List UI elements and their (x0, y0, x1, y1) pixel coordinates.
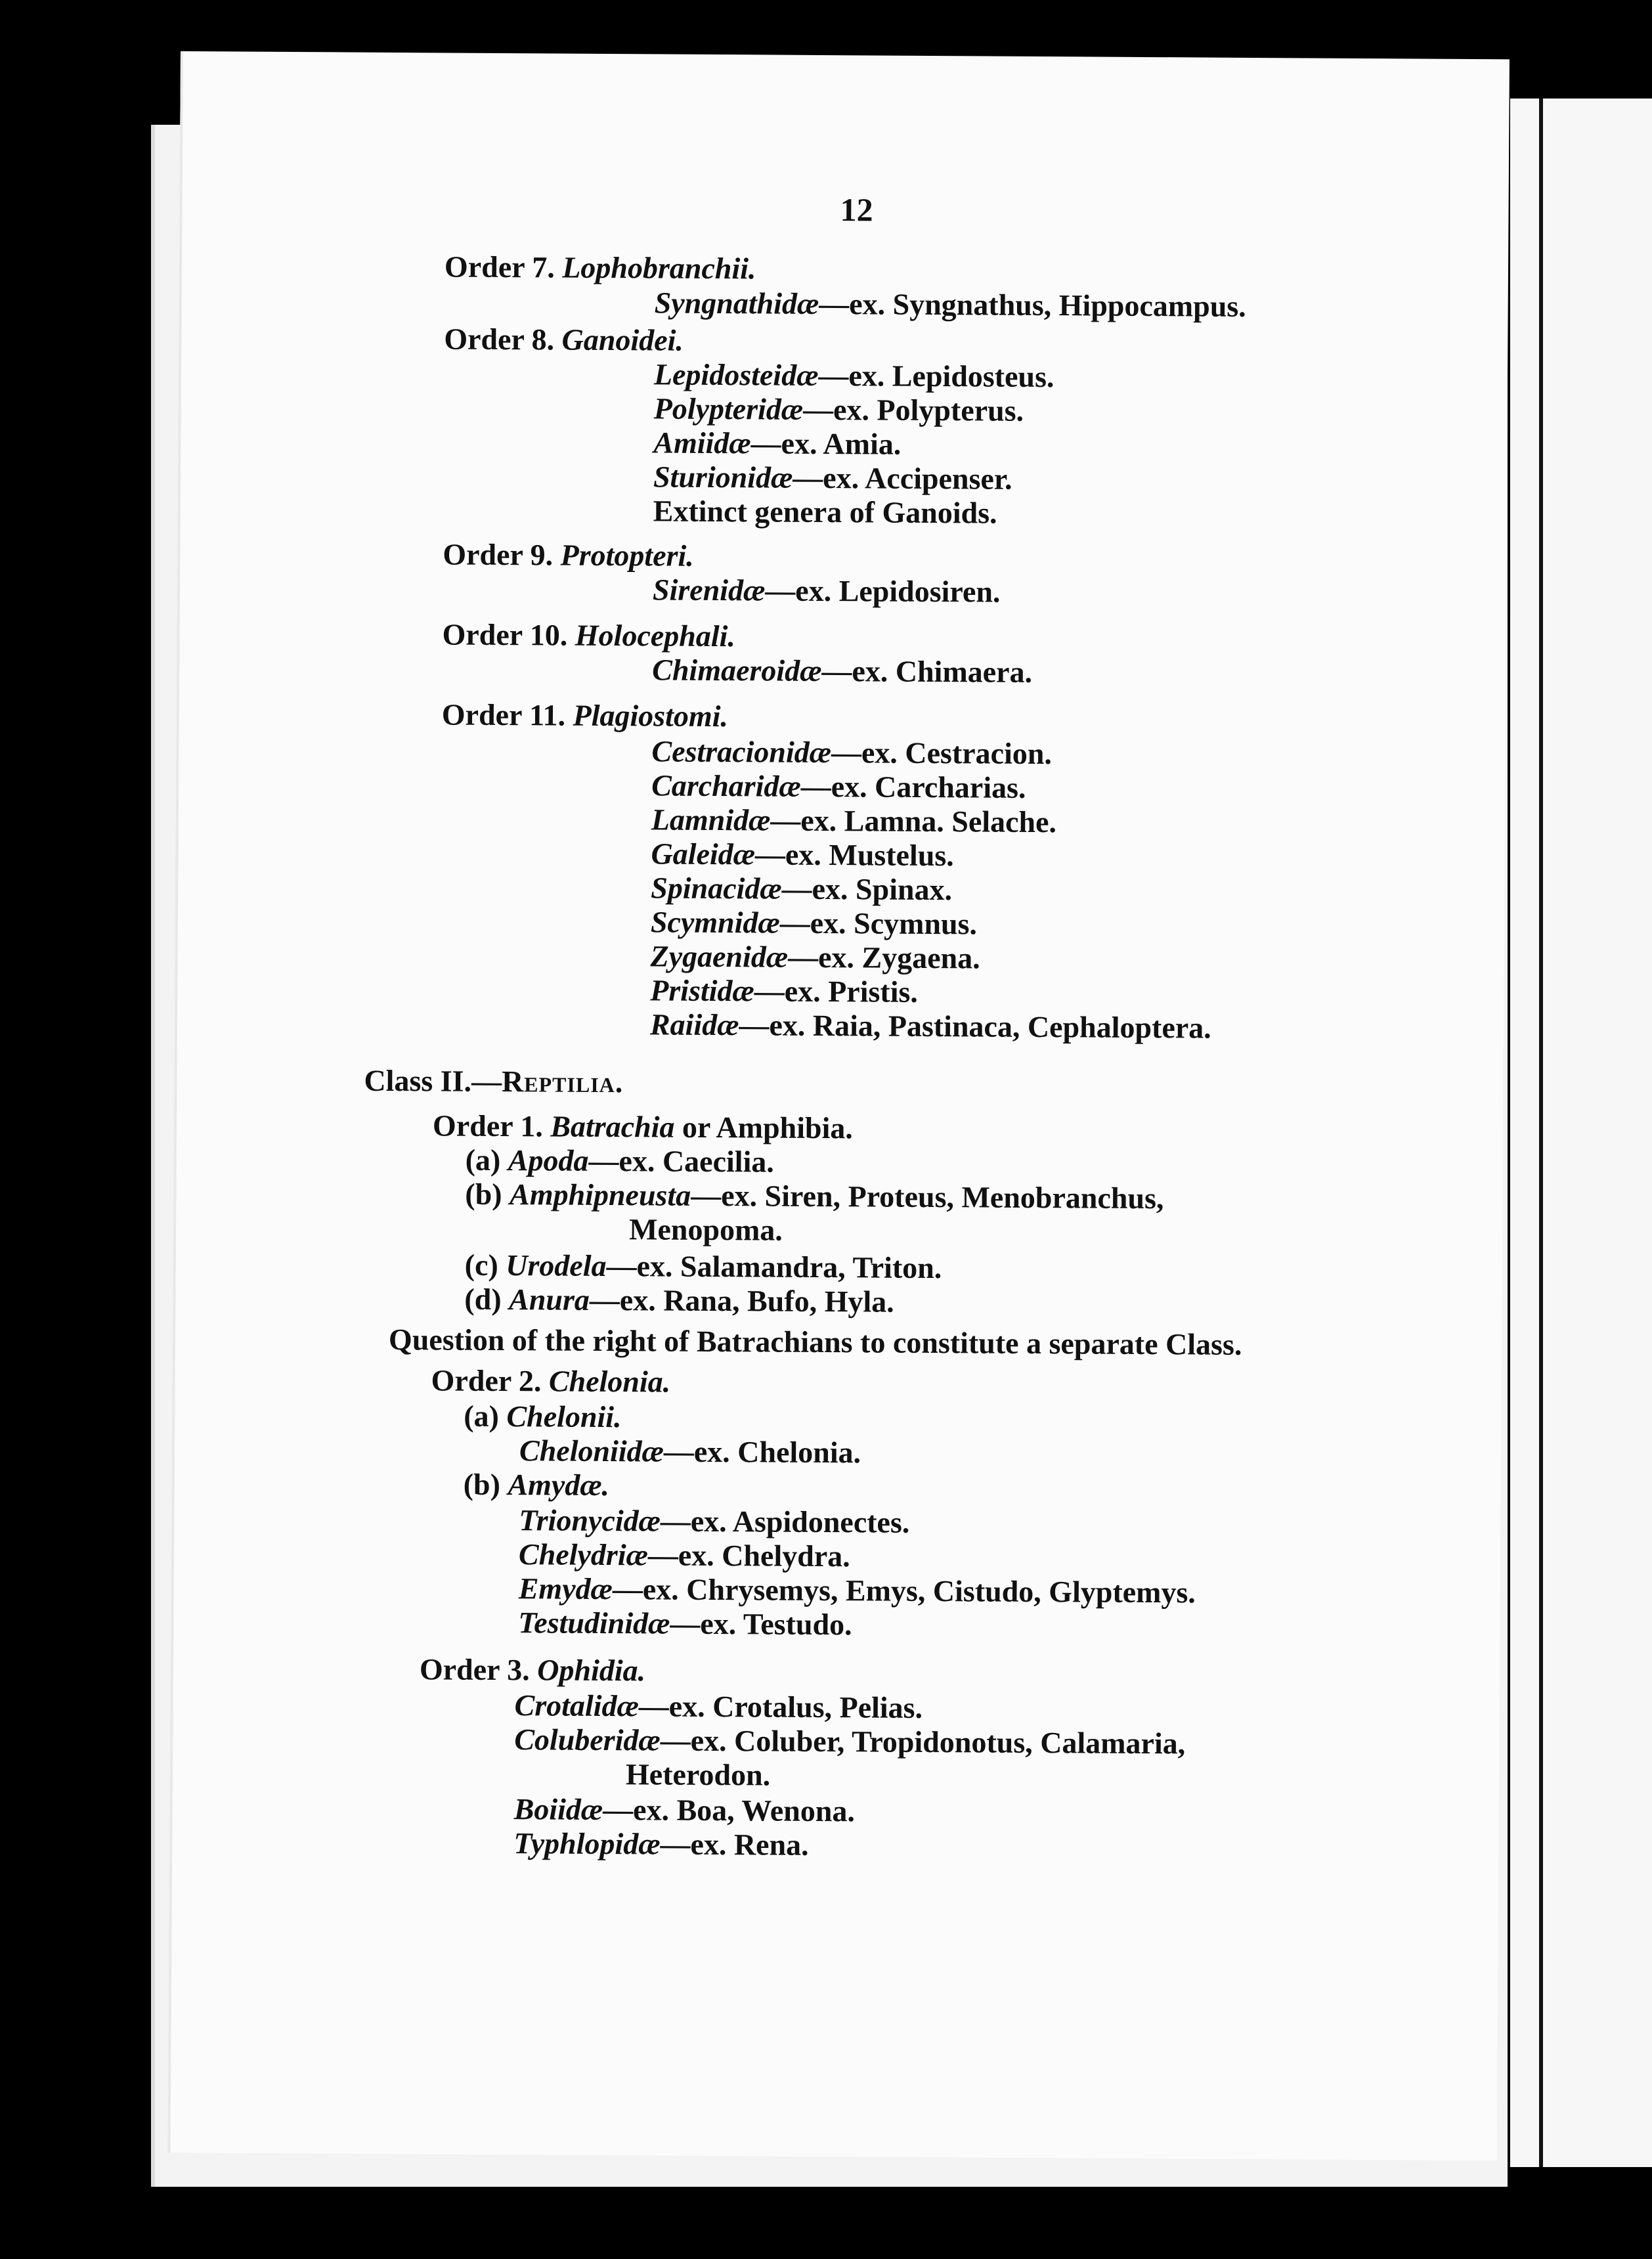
examples: —ex. Pristis. (754, 974, 919, 1009)
order-label: Order 10. (442, 617, 568, 652)
order-name: Ganoidei. (561, 322, 684, 357)
family-name: Raiidæ (649, 1007, 739, 1042)
family-name: Amiidæ (653, 426, 751, 460)
family-name: Scymnidæ (650, 905, 780, 940)
family-name: Lamnidæ (651, 802, 771, 837)
order-heading (442, 697, 728, 733)
family-line (653, 426, 901, 460)
family-name: Sturionidæ (653, 460, 793, 494)
examples: —ex. Mustelus. (754, 837, 954, 873)
note-text: Question of the right of Batrachians to constitute a separate Class. (388, 1322, 1242, 1361)
family-name: Crotalidæ (514, 1688, 639, 1723)
continuation-line (626, 1757, 770, 1791)
suborder-line (464, 1468, 610, 1502)
family-line (514, 1722, 1185, 1760)
family-name: Boiidæ (513, 1792, 603, 1826)
order-label: Order 9. (443, 537, 554, 572)
suborder-line (465, 1177, 1163, 1215)
order-label: Order 8. (444, 322, 555, 357)
examples: Menopoma. (628, 1212, 783, 1247)
order-name: Holocephali. (575, 618, 736, 653)
family-line (650, 1007, 1211, 1044)
family-line (519, 1571, 1196, 1609)
examples: Extinct genera of Ganoids. (653, 494, 997, 530)
family-name: Cestracionidæ (651, 734, 832, 770)
class-heading (364, 1064, 623, 1099)
family-line (651, 802, 1056, 839)
order-label: Order 7. (444, 250, 555, 284)
examples: —ex. Chelonia. (663, 1434, 861, 1470)
family-name: Chimaeroidæ (652, 653, 822, 688)
suborder-letter: (a) (464, 1399, 500, 1434)
examples: —ex. Raia, Pastinaca, Cephaloptera. (739, 1008, 1211, 1045)
family-name: Pristidæ (650, 973, 754, 1008)
examples: —ex. Accipenser. (793, 460, 1012, 496)
suborder-line (464, 1399, 622, 1434)
family-name: Coluberidæ (514, 1722, 661, 1757)
family-line (651, 768, 1026, 804)
family-line (651, 734, 1052, 770)
suborder-letter: (c) (464, 1248, 498, 1282)
family-line (651, 871, 952, 906)
class-name: Reptilia. (501, 1064, 624, 1099)
suborder-name: Anura (508, 1283, 590, 1317)
examples: —ex. Boa, Wenona. (602, 1792, 856, 1828)
order-heading (431, 1363, 670, 1398)
note-line (389, 1323, 1242, 1361)
examples: —ex. Chimaera. (821, 653, 1033, 689)
family-name: Emydæ (518, 1571, 613, 1606)
examples: —ex. Syngnathus, Hippocampus. (819, 286, 1246, 323)
facing-page-edge (1510, 99, 1652, 2167)
order-name: Protopteri. (560, 538, 694, 573)
family-line (518, 1606, 852, 1641)
family-line (651, 905, 977, 940)
page-number: 12 (840, 191, 873, 229)
suborder-line (464, 1283, 894, 1319)
order-name: Batrachia (550, 1109, 675, 1144)
order-heading (442, 617, 735, 653)
suborder-letter: (a) (465, 1143, 501, 1177)
examples: Heterodon. (625, 1757, 771, 1792)
suborder-name: Urodela (506, 1248, 607, 1283)
family-name: Typhlopidæ (513, 1826, 661, 1861)
family-name: Sirenidæ (652, 573, 766, 607)
examples: —ex. Carcharias. (800, 769, 1026, 804)
order-heading (443, 537, 694, 572)
family-name: Chelydriæ (518, 1537, 648, 1572)
family-line (514, 1792, 856, 1828)
order-heading (444, 322, 684, 357)
examples: —ex. Aspidonectes. (660, 1504, 910, 1539)
order-label: Order 1. (432, 1108, 543, 1143)
class-label: Class II.— (364, 1063, 502, 1099)
examples: —ex. Caecilia. (588, 1143, 774, 1179)
family-line (651, 837, 954, 872)
family-name: Syngnathidæ (654, 286, 819, 320)
family-line (514, 1688, 923, 1724)
examples: —ex. Amia. (750, 426, 902, 461)
suborder-name: Amphipneusta (509, 1177, 691, 1212)
family-name: Lepidosteidæ (653, 357, 819, 392)
examples: —ex. Lepidosteus. (818, 358, 1054, 394)
family-line (652, 653, 1032, 689)
family-line (654, 391, 1024, 427)
suborder-line (465, 1248, 942, 1284)
examples: —ex. Siren, Proteus, Menobranchus, (691, 1178, 1164, 1216)
family-name: Testudinidæ (518, 1606, 670, 1640)
family-name: Polypteridæ (653, 391, 804, 426)
order-name: Plagiostomi. (573, 698, 729, 734)
suborder-name: Chelonii. (506, 1399, 622, 1434)
document-page (167, 51, 1510, 2160)
family-line (519, 1434, 861, 1469)
family-line (650, 973, 918, 1008)
order-name: Ophidia. (537, 1653, 646, 1688)
suborder-name: Apoda (508, 1143, 589, 1177)
order-alt-name: or Amphibia. (674, 1110, 854, 1145)
examples: —ex. Zygaena. (787, 940, 980, 975)
family-line (653, 573, 1001, 608)
examples: —ex. Chrysemys, Emys, Cistudo, Glyptemys. (612, 1572, 1196, 1610)
page-content (183, 51, 1510, 1862)
family-name: Cheloniidæ (519, 1434, 664, 1468)
family-line (650, 939, 980, 975)
family-line (653, 460, 1012, 495)
family-line (519, 1537, 850, 1573)
examples: —ex. Salamandra, Triton. (606, 1248, 942, 1285)
examples: —ex. Chelydra. (647, 1538, 850, 1573)
order-heading (420, 1652, 645, 1687)
family-line (519, 1503, 909, 1539)
examples: —ex. Lamna. Selache. (770, 803, 1057, 839)
suborder-line (466, 1143, 774, 1179)
suborder-letter: (b) (463, 1467, 501, 1502)
suborder-letter: (d) (464, 1282, 502, 1317)
family-name: Galeidæ (651, 837, 756, 871)
binding-gutter (1530, 99, 1552, 2167)
order-heading (445, 250, 756, 285)
family-name: Carcharidæ (651, 768, 801, 803)
family-name: Zygaenidæ (650, 939, 789, 974)
examples: —ex. Spinax. (781, 871, 953, 907)
examples: —ex. Coluber, Tropidonotus, Calamaria, (660, 1723, 1186, 1761)
suborder-name: Amydæ. (508, 1468, 610, 1502)
examples: —ex. Lepidosiren. (765, 573, 1001, 609)
family-line (654, 357, 1054, 393)
family-line (655, 286, 1246, 323)
examples: —ex. Polypterus. (802, 392, 1024, 428)
family-name: Spinacidæ (651, 871, 782, 906)
family-line (513, 1826, 809, 1862)
examples: —ex. Testudo. (670, 1606, 852, 1642)
examples: —ex. Rana, Bufo, Hyla. (589, 1283, 894, 1319)
order-label: Order 3. (419, 1652, 530, 1687)
continuation-line (629, 1212, 783, 1246)
examples: —ex. Scymnus. (779, 906, 978, 941)
order-label: Order 11. (441, 697, 566, 732)
examples: —ex. Rena. (660, 1827, 809, 1862)
family-line (653, 494, 997, 529)
examples: —ex. Cestracion. (831, 735, 1053, 771)
order-label: Order 2. (431, 1363, 542, 1398)
suborder-letter: (b) (465, 1177, 502, 1212)
order-name: Chelonia. (548, 1364, 671, 1399)
family-name: Trionycidæ (519, 1503, 661, 1538)
order-heading (433, 1108, 853, 1145)
order-name: Lophobranchii. (562, 250, 756, 286)
examples: —ex. Crotalus, Pelias. (638, 1689, 923, 1724)
